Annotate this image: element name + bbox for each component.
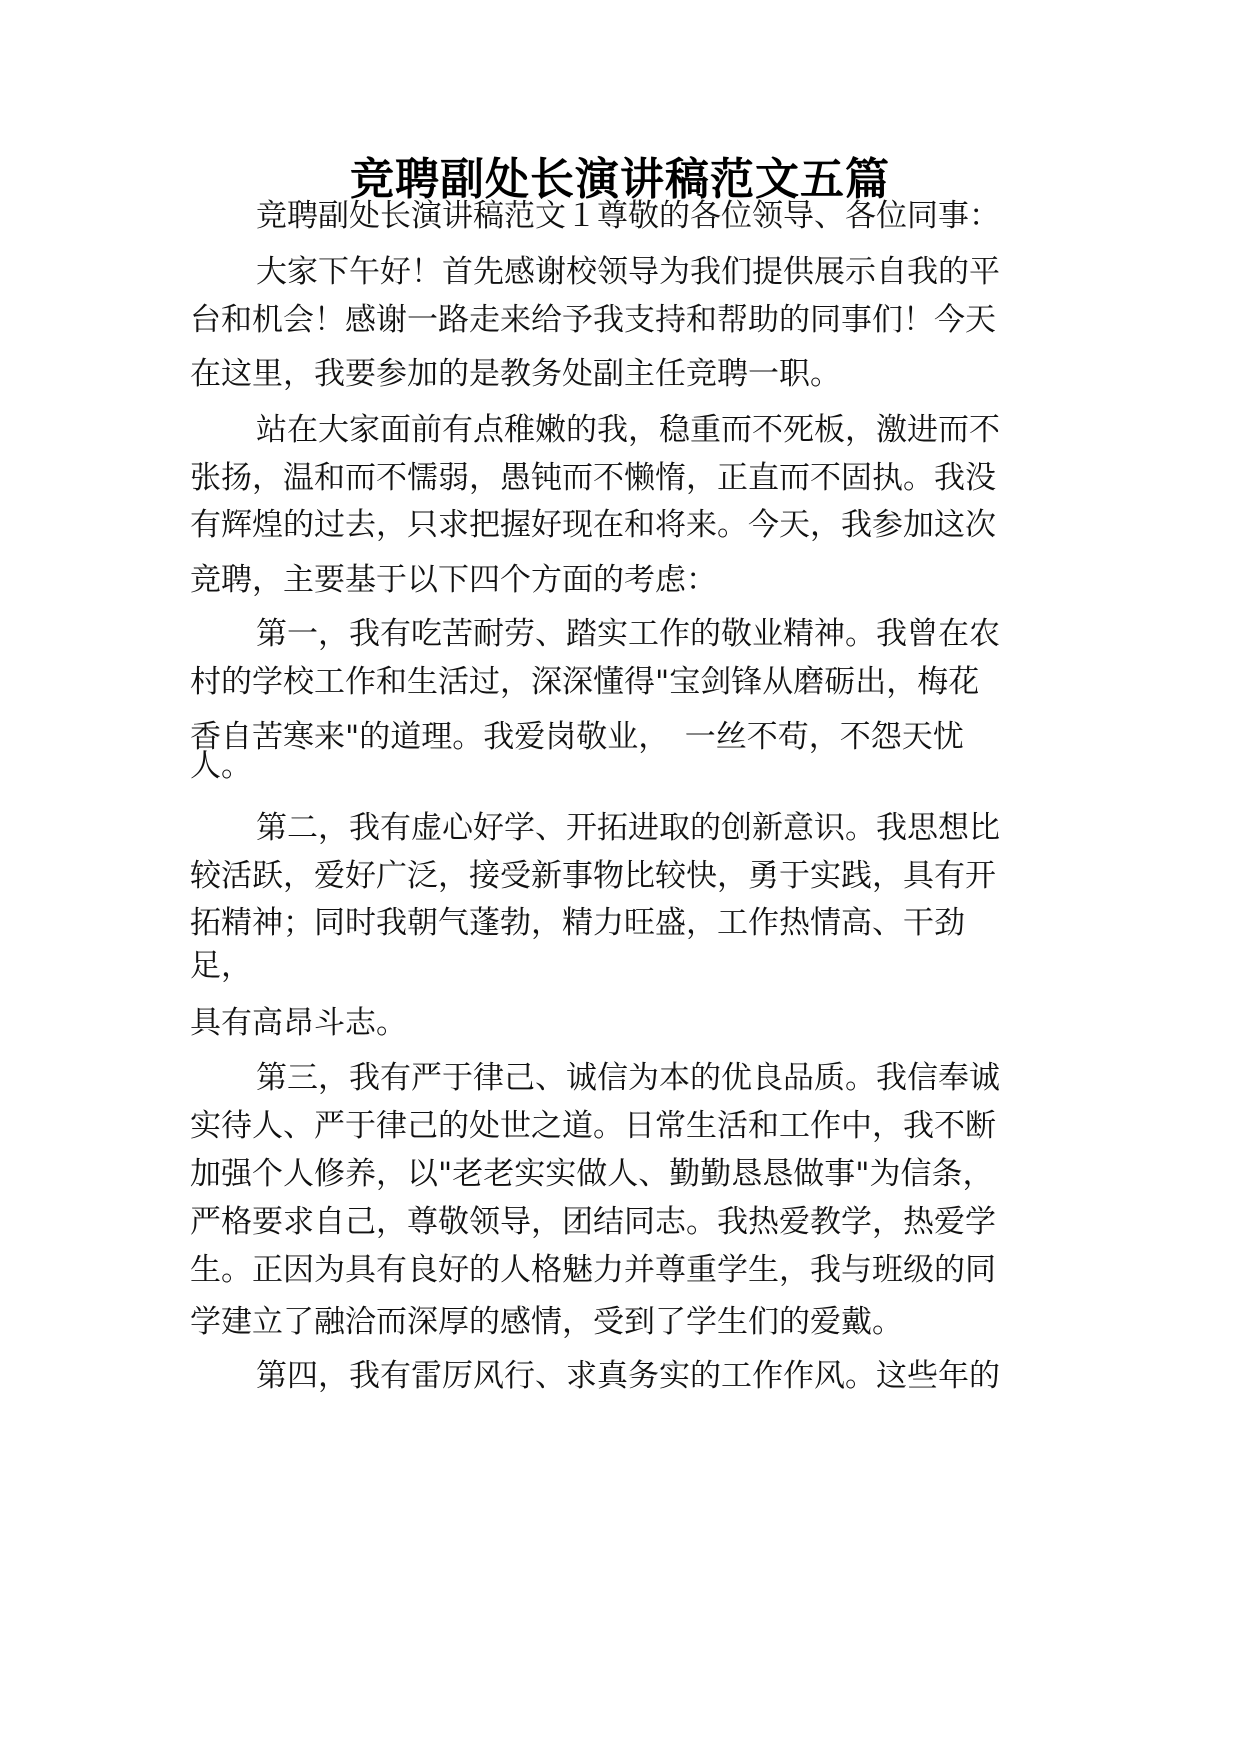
text-line: 足，	[190, 948, 252, 984]
text-line: 台和机会！感谢一路走来给予我支持和帮助的同事们！今天	[190, 302, 996, 338]
text-line: 人。	[190, 748, 252, 784]
text-line: 生。正因为具有良好的人格魅力并尊重学生，我与班级的同	[190, 1252, 996, 1288]
text-line: 在这里，我要参加的是教务处副主任竞聘一职。	[190, 356, 841, 392]
text-line: 第二，我有虚心好学、开拓进取的创新意识。我思想比	[256, 810, 1000, 846]
text-line: 第四，我有雷厉风行、求真务实的工作作风。这些年的	[256, 1358, 1000, 1394]
text-line: 香自苦寒来"的道理。我爱岗敬业， 一丝不苟，不怨天忧	[190, 719, 964, 755]
text-line: 有辉煌的过去，只求把握好现在和将来。今天，我参加这次	[190, 507, 996, 543]
text-line: 具有高昂斗志。	[190, 1005, 407, 1041]
text-line: 实待人、严于律己的处世之道。日常生活和工作中，我不断	[190, 1108, 996, 1144]
text-line: 第一，我有吃苦耐劳、踏实工作的敬业精神。我曾在农	[256, 616, 1000, 652]
text-line: 村的学校工作和生活过，深深懂得"宝剑锋从磨砺出，梅花	[190, 664, 980, 700]
text-line: 站在大家面前有点稚嫩的我，稳重而不死板，激进而不	[256, 412, 1000, 448]
text-line: 较活跃，爱好广泛，接受新事物比较快，勇于实践，具有开	[190, 858, 996, 894]
text-line: 严格要求自己，尊敬领导，团结同志。我热爱教学，热爱学	[190, 1204, 996, 1240]
text-line: 学建立了融洽而深厚的感情，受到了学生们的爱戴。	[190, 1304, 903, 1340]
text-line: 竞聘副处长演讲稿范文１尊敬的各位领导、各位同事：	[256, 198, 1000, 234]
text-line: 张扬，温和而不懦弱，愚钝而不懒惰，正直而不固执。我没	[190, 460, 996, 496]
text-line: 拓精神；同时我朝气蓬勃，精力旺盛，工作热情高、干劲	[190, 905, 965, 941]
document-title: 竞聘副处长演讲稿范文五篇	[350, 154, 890, 205]
text-line: 大家下午好！首先感谢校领导为我们提供展示自我的平	[256, 254, 1000, 290]
text-line: 加强个人修养，以"老老实实做人、勤勤恳恳做事"为信条，	[190, 1156, 994, 1192]
text-line: 第三，我有严于律己、诚信为本的优良品质。我信奉诚	[256, 1060, 1000, 1096]
text-line: 竞聘，主要基于以下四个方面的考虑：	[190, 562, 717, 598]
